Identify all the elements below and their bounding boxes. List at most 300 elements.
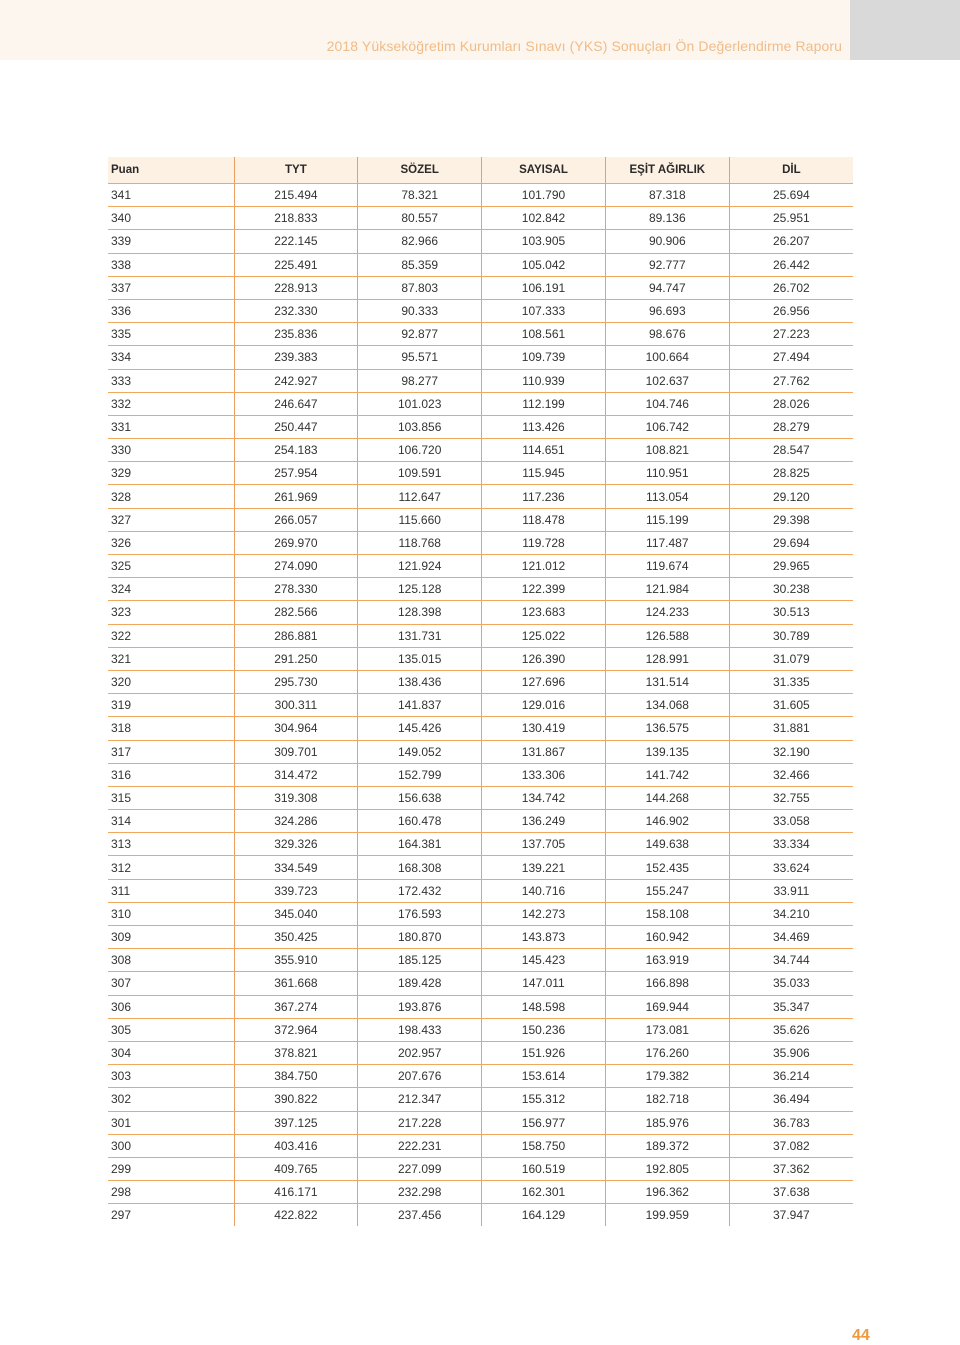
cell-puan: 334 (108, 346, 234, 369)
column-header-sayisal: SAYISAL (482, 157, 606, 184)
table-row (108, 207, 853, 230)
cell-esit-agirlik: 166.898 (605, 972, 729, 995)
cell-sayisal: 162.301 (482, 1181, 606, 1204)
cell-dil: 25.951 (729, 207, 853, 230)
report-title: 2018 Yükseköğretim Kurumları Sınavı (YKS) Sonuçları Ön Değerlendirme Raporu (326, 38, 842, 54)
cell-dil: 37.947 (729, 1204, 853, 1227)
cell-tyt: 242.927 (234, 369, 358, 392)
cell-puan: 340 (108, 207, 234, 230)
cell-esit-agirlik: 160.942 (605, 926, 729, 949)
cell-sayisal: 136.249 (482, 810, 606, 833)
cell-sozel: 112.647 (358, 485, 482, 508)
cell-dil: 36.214 (729, 1065, 853, 1088)
cell-sayisal: 145.423 (482, 949, 606, 972)
cell-tyt: 232.330 (234, 299, 358, 322)
cell-esit-agirlik: 100.664 (605, 346, 729, 369)
cell-esit-agirlik: 89.136 (605, 207, 729, 230)
cell-esit-agirlik: 87.318 (605, 184, 729, 207)
cell-tyt: 278.330 (234, 578, 358, 601)
cell-esit-agirlik: 106.742 (605, 415, 729, 438)
cell-sayisal: 140.716 (482, 879, 606, 902)
cell-sozel: 85.359 (358, 253, 482, 276)
table-row (108, 1204, 853, 1227)
table-row (108, 1088, 853, 1111)
cell-dil: 35.906 (729, 1041, 853, 1064)
cell-tyt: 215.494 (234, 184, 358, 207)
cell-tyt: 228.913 (234, 276, 358, 299)
cell-puan: 316 (108, 763, 234, 786)
cell-puan: 328 (108, 485, 234, 508)
cell-tyt: 416.171 (234, 1181, 358, 1204)
cell-dil: 33.624 (729, 856, 853, 879)
cell-puan: 335 (108, 323, 234, 346)
cell-puan: 299 (108, 1157, 234, 1180)
header-corner-block (850, 0, 960, 60)
cell-tyt: 384.750 (234, 1065, 358, 1088)
table-row (108, 531, 853, 554)
cell-sayisal: 142.273 (482, 902, 606, 925)
cell-esit-agirlik: 149.638 (605, 833, 729, 856)
cell-puan: 315 (108, 786, 234, 809)
table-row (108, 601, 853, 624)
cell-tyt: 345.040 (234, 902, 358, 925)
cell-esit-agirlik: 110.951 (605, 462, 729, 485)
cell-esit-agirlik: 146.902 (605, 810, 729, 833)
cell-tyt: 422.822 (234, 1204, 358, 1227)
cell-sozel: 92.877 (358, 323, 482, 346)
table-row (108, 972, 853, 995)
table-row (108, 1041, 853, 1064)
cell-sozel: 145.426 (358, 717, 482, 740)
cell-sayisal: 130.419 (482, 717, 606, 740)
cell-dil: 33.911 (729, 879, 853, 902)
cell-sozel: 237.456 (358, 1204, 482, 1227)
cell-puan: 318 (108, 717, 234, 740)
cell-puan: 330 (108, 439, 234, 462)
cell-sayisal: 160.519 (482, 1157, 606, 1180)
cell-tyt: 225.491 (234, 253, 358, 276)
cell-dil: 27.762 (729, 369, 853, 392)
cell-sozel: 95.571 (358, 346, 482, 369)
column-header-sozel: SÖZEL (358, 157, 482, 184)
cell-esit-agirlik: 102.637 (605, 369, 729, 392)
cell-esit-agirlik: 158.108 (605, 902, 729, 925)
table-row (108, 439, 853, 462)
cell-tyt: 304.964 (234, 717, 358, 740)
cell-sozel: 101.023 (358, 392, 482, 415)
table-row (108, 1134, 853, 1157)
cell-dil: 28.825 (729, 462, 853, 485)
cell-sozel: 118.768 (358, 531, 482, 554)
cell-sozel: 90.333 (358, 299, 482, 322)
cell-esit-agirlik: 115.199 (605, 508, 729, 531)
table-row (108, 902, 853, 925)
cell-esit-agirlik: 124.233 (605, 601, 729, 624)
table-row (108, 995, 853, 1018)
table-header-row (108, 157, 853, 184)
cell-sayisal: 121.012 (482, 555, 606, 578)
cell-puan: 301 (108, 1111, 234, 1134)
cell-puan: 304 (108, 1041, 234, 1064)
cell-tyt: 339.723 (234, 879, 358, 902)
cell-sayisal: 148.598 (482, 995, 606, 1018)
cell-tyt: 274.090 (234, 555, 358, 578)
cell-esit-agirlik: 179.382 (605, 1065, 729, 1088)
table-row (108, 184, 853, 207)
cell-sayisal: 125.022 (482, 624, 606, 647)
cell-sozel: 207.676 (358, 1065, 482, 1088)
cell-dil: 28.279 (729, 415, 853, 438)
cell-puan: 302 (108, 1088, 234, 1111)
cell-puan: 326 (108, 531, 234, 554)
cell-sozel: 121.924 (358, 555, 482, 578)
cell-esit-agirlik: 136.575 (605, 717, 729, 740)
cell-dil: 33.334 (729, 833, 853, 856)
cell-tyt: 254.183 (234, 439, 358, 462)
cell-esit-agirlik: 189.372 (605, 1134, 729, 1157)
cell-sayisal: 109.739 (482, 346, 606, 369)
table-row (108, 1157, 853, 1180)
cell-sozel: 227.099 (358, 1157, 482, 1180)
cell-sayisal: 113.426 (482, 415, 606, 438)
cell-puan: 307 (108, 972, 234, 995)
cell-dil: 30.789 (729, 624, 853, 647)
cell-puan: 314 (108, 810, 234, 833)
cell-tyt: 300.311 (234, 694, 358, 717)
cell-sozel: 106.720 (358, 439, 482, 462)
cell-esit-agirlik: 104.746 (605, 392, 729, 415)
cell-sayisal: 107.333 (482, 299, 606, 322)
cell-tyt: 269.970 (234, 531, 358, 554)
cell-esit-agirlik: 108.821 (605, 439, 729, 462)
cell-esit-agirlik: 139.135 (605, 740, 729, 763)
cell-puan: 331 (108, 415, 234, 438)
cell-tyt: 397.125 (234, 1111, 358, 1134)
cell-dil: 35.033 (729, 972, 853, 995)
cell-sayisal: 117.236 (482, 485, 606, 508)
cell-puan: 309 (108, 926, 234, 949)
cell-tyt: 266.057 (234, 508, 358, 531)
cell-puan: 306 (108, 995, 234, 1018)
cell-esit-agirlik: 196.362 (605, 1181, 729, 1204)
cell-tyt: 282.566 (234, 601, 358, 624)
cell-dil: 37.362 (729, 1157, 853, 1180)
cell-tyt: 309.701 (234, 740, 358, 763)
cell-sayisal: 102.842 (482, 207, 606, 230)
cell-dil: 34.469 (729, 926, 853, 949)
cell-esit-agirlik: 155.247 (605, 879, 729, 902)
cell-sozel: 185.125 (358, 949, 482, 972)
table-row (108, 1065, 853, 1088)
column-header-tyt: TYT (234, 157, 358, 184)
cell-sozel: 168.308 (358, 856, 482, 879)
cell-sayisal: 153.614 (482, 1065, 606, 1088)
cell-esit-agirlik: 90.906 (605, 230, 729, 253)
cell-sayisal: 151.926 (482, 1041, 606, 1064)
cell-tyt: 291.250 (234, 647, 358, 670)
table-row (108, 276, 853, 299)
table-row (108, 624, 853, 647)
cell-sayisal: 114.651 (482, 439, 606, 462)
cell-sozel: 138.436 (358, 670, 482, 693)
cell-sozel: 98.277 (358, 369, 482, 392)
cell-sozel: 152.799 (358, 763, 482, 786)
cell-dil: 35.626 (729, 1018, 853, 1041)
cell-dil: 34.210 (729, 902, 853, 925)
table-header (108, 157, 853, 184)
cell-dil: 36.494 (729, 1088, 853, 1111)
cell-esit-agirlik: 98.676 (605, 323, 729, 346)
cell-sayisal: 106.191 (482, 276, 606, 299)
cell-puan: 325 (108, 555, 234, 578)
cell-puan: 311 (108, 879, 234, 902)
cell-esit-agirlik: 131.514 (605, 670, 729, 693)
cell-dil: 27.223 (729, 323, 853, 346)
cell-dil: 25.694 (729, 184, 853, 207)
table-row (108, 578, 853, 601)
cell-esit-agirlik: 117.487 (605, 531, 729, 554)
cell-dil: 26.702 (729, 276, 853, 299)
table-row (108, 369, 853, 392)
cell-puan: 323 (108, 601, 234, 624)
column-header-puan: Puan (108, 157, 234, 184)
cell-puan: 310 (108, 902, 234, 925)
cell-sozel: 176.593 (358, 902, 482, 925)
table-body (108, 184, 853, 1227)
cell-sayisal: 137.705 (482, 833, 606, 856)
cell-sozel: 232.298 (358, 1181, 482, 1204)
cell-dil: 28.547 (729, 439, 853, 462)
table-row (108, 926, 853, 949)
cell-esit-agirlik: 176.260 (605, 1041, 729, 1064)
cell-esit-agirlik: 121.984 (605, 578, 729, 601)
cell-dil: 29.965 (729, 555, 853, 578)
cell-puan: 312 (108, 856, 234, 879)
table-row (108, 415, 853, 438)
cell-sozel: 131.731 (358, 624, 482, 647)
cell-dil: 26.442 (729, 253, 853, 276)
cell-sayisal: 139.221 (482, 856, 606, 879)
table-row (108, 1181, 853, 1204)
cell-sayisal: 134.742 (482, 786, 606, 809)
cell-sozel: 189.428 (358, 972, 482, 995)
cell-dil: 32.466 (729, 763, 853, 786)
cell-sayisal: 105.042 (482, 253, 606, 276)
column-header-esit-agirlik: EŞİT AĞIRLIK (605, 157, 729, 184)
score-table (108, 157, 853, 1226)
cell-tyt: 257.954 (234, 462, 358, 485)
cell-dil: 33.058 (729, 810, 853, 833)
cell-esit-agirlik: 192.805 (605, 1157, 729, 1180)
cell-sozel: 164.381 (358, 833, 482, 856)
cell-sayisal: 156.977 (482, 1111, 606, 1134)
cell-tyt: 409.765 (234, 1157, 358, 1180)
table-row (108, 856, 853, 879)
cell-esit-agirlik: 185.976 (605, 1111, 729, 1134)
cell-dil: 32.190 (729, 740, 853, 763)
cell-sozel: 193.876 (358, 995, 482, 1018)
cell-dil: 27.494 (729, 346, 853, 369)
cell-tyt: 261.969 (234, 485, 358, 508)
cell-dil: 31.079 (729, 647, 853, 670)
cell-sozel: 125.128 (358, 578, 482, 601)
cell-esit-agirlik: 92.777 (605, 253, 729, 276)
cell-tyt: 295.730 (234, 670, 358, 693)
cell-sozel: 217.228 (358, 1111, 482, 1134)
cell-sayisal: 112.199 (482, 392, 606, 415)
cell-sayisal: 150.236 (482, 1018, 606, 1041)
cell-sozel: 156.638 (358, 786, 482, 809)
cell-esit-agirlik: 163.919 (605, 949, 729, 972)
cell-sayisal: 133.306 (482, 763, 606, 786)
table-row (108, 717, 853, 740)
cell-esit-agirlik: 126.588 (605, 624, 729, 647)
table-row (108, 299, 853, 322)
cell-dil: 30.513 (729, 601, 853, 624)
cell-esit-agirlik: 173.081 (605, 1018, 729, 1041)
cell-sozel: 103.856 (358, 415, 482, 438)
table-row (108, 786, 853, 809)
cell-sayisal: 103.905 (482, 230, 606, 253)
cell-puan: 303 (108, 1065, 234, 1088)
cell-sozel: 87.803 (358, 276, 482, 299)
cell-puan: 317 (108, 740, 234, 763)
cell-sozel: 222.231 (358, 1134, 482, 1157)
cell-puan: 338 (108, 253, 234, 276)
cell-sozel: 141.837 (358, 694, 482, 717)
cell-dil: 29.120 (729, 485, 853, 508)
cell-puan: 298 (108, 1181, 234, 1204)
cell-dil: 26.956 (729, 299, 853, 322)
cell-dil: 29.694 (729, 531, 853, 554)
cell-sayisal: 129.016 (482, 694, 606, 717)
cell-dil: 26.207 (729, 230, 853, 253)
cell-tyt: 390.822 (234, 1088, 358, 1111)
cell-esit-agirlik: 182.718 (605, 1088, 729, 1111)
cell-dil: 30.238 (729, 578, 853, 601)
cell-puan: 320 (108, 670, 234, 693)
table-row (108, 670, 853, 693)
cell-puan: 336 (108, 299, 234, 322)
cell-dil: 31.335 (729, 670, 853, 693)
cell-tyt: 329.326 (234, 833, 358, 856)
cell-puan: 313 (108, 833, 234, 856)
cell-sozel: 128.398 (358, 601, 482, 624)
cell-tyt: 367.274 (234, 995, 358, 1018)
cell-tyt: 355.910 (234, 949, 358, 972)
cell-puan: 321 (108, 647, 234, 670)
cell-puan: 337 (108, 276, 234, 299)
cell-puan: 324 (108, 578, 234, 601)
cell-esit-agirlik: 96.693 (605, 299, 729, 322)
cell-sozel: 115.660 (358, 508, 482, 531)
cell-sayisal: 126.390 (482, 647, 606, 670)
cell-sayisal: 119.728 (482, 531, 606, 554)
cell-sayisal: 147.011 (482, 972, 606, 995)
cell-esit-agirlik: 94.747 (605, 276, 729, 299)
table-row (108, 323, 853, 346)
cell-sayisal: 123.683 (482, 601, 606, 624)
cell-dil: 37.082 (729, 1134, 853, 1157)
table-row (108, 508, 853, 531)
cell-sozel: 212.347 (358, 1088, 482, 1111)
table-row (108, 879, 853, 902)
cell-sozel: 149.052 (358, 740, 482, 763)
cell-puan: 300 (108, 1134, 234, 1157)
cell-sozel: 180.870 (358, 926, 482, 949)
cell-sozel: 135.015 (358, 647, 482, 670)
cell-sozel: 109.591 (358, 462, 482, 485)
cell-tyt: 250.447 (234, 415, 358, 438)
cell-sayisal: 110.939 (482, 369, 606, 392)
cell-tyt: 319.308 (234, 786, 358, 809)
table-row (108, 740, 853, 763)
cell-puan: 319 (108, 694, 234, 717)
cell-esit-agirlik: 169.944 (605, 995, 729, 1018)
cell-tyt: 378.821 (234, 1041, 358, 1064)
cell-dil: 36.783 (729, 1111, 853, 1134)
cell-esit-agirlik: 199.959 (605, 1204, 729, 1227)
cell-sozel: 78.321 (358, 184, 482, 207)
cell-sayisal: 108.561 (482, 323, 606, 346)
cell-esit-agirlik: 113.054 (605, 485, 729, 508)
cell-puan: 327 (108, 508, 234, 531)
cell-puan: 332 (108, 392, 234, 415)
cell-sozel: 172.432 (358, 879, 482, 902)
cell-sayisal: 101.790 (482, 184, 606, 207)
cell-sozel: 202.957 (358, 1041, 482, 1064)
table-row (108, 392, 853, 415)
cell-sayisal: 164.129 (482, 1204, 606, 1227)
cell-sayisal: 158.750 (482, 1134, 606, 1157)
table-row (108, 555, 853, 578)
cell-puan: 339 (108, 230, 234, 253)
cell-sozel: 198.433 (358, 1018, 482, 1041)
cell-dil: 31.881 (729, 717, 853, 740)
cell-sayisal: 143.873 (482, 926, 606, 949)
cell-puan: 341 (108, 184, 234, 207)
cell-dil: 32.755 (729, 786, 853, 809)
cell-tyt: 334.549 (234, 856, 358, 879)
cell-sozel: 82.966 (358, 230, 482, 253)
cell-esit-agirlik: 128.991 (605, 647, 729, 670)
cell-puan: 305 (108, 1018, 234, 1041)
cell-tyt: 239.383 (234, 346, 358, 369)
table-row (108, 1111, 853, 1134)
table-row (108, 230, 853, 253)
cell-sozel: 80.557 (358, 207, 482, 230)
column-header-dil: DİL (729, 157, 853, 184)
table-row (108, 462, 853, 485)
cell-sayisal: 131.867 (482, 740, 606, 763)
cell-esit-agirlik: 134.068 (605, 694, 729, 717)
cell-tyt: 361.668 (234, 972, 358, 995)
cell-tyt: 222.145 (234, 230, 358, 253)
cell-sayisal: 115.945 (482, 462, 606, 485)
cell-tyt: 246.647 (234, 392, 358, 415)
cell-tyt: 218.833 (234, 207, 358, 230)
cell-esit-agirlik: 141.742 (605, 763, 729, 786)
cell-tyt: 372.964 (234, 1018, 358, 1041)
cell-puan: 329 (108, 462, 234, 485)
cell-tyt: 403.416 (234, 1134, 358, 1157)
table-row (108, 1018, 853, 1041)
table-row (108, 253, 853, 276)
cell-tyt: 314.472 (234, 763, 358, 786)
cell-puan: 297 (111, 1208, 132, 1223)
cell-sayisal: 127.696 (482, 670, 606, 693)
cell-tyt: 235.836 (234, 323, 358, 346)
